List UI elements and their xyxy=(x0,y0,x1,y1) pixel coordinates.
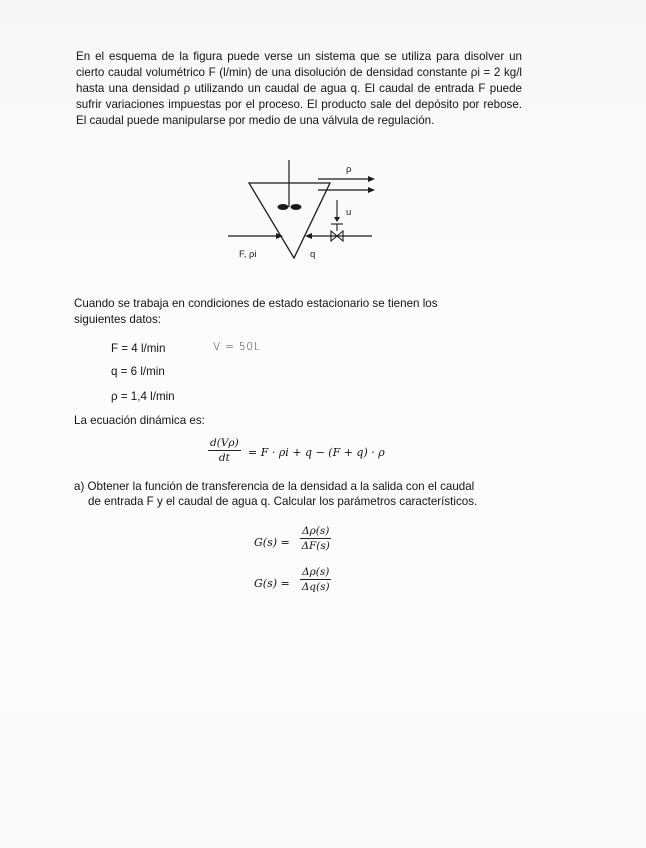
agitator-blade-right xyxy=(291,204,302,210)
question-a-line1: a) Obtener la función de transferencia de la densidad a la salida con el caudal xyxy=(74,480,475,493)
tf2-num: Δρ(s) xyxy=(302,566,330,578)
tf1-fraction xyxy=(300,525,331,552)
dynamic-lhs-num: d(Vρ) xyxy=(210,437,239,449)
dynamic-label: La ecuación dinámica es: xyxy=(74,414,205,427)
tf2-fraction xyxy=(300,566,331,593)
problem-statement: En el esquema de la figura puede verse un sistema que se utiliza para disolver un cierto caudal volumétrico F (l/min) de una disolución de densidad constante ρi = 2 kg/l hasta una densidad ρ utilizando un caudal de agua q. El caudal de entrada F puede sufrir variaciones impuestas por el proceso. El producto sale del depósito por rebose. El caudal puede manipularse por medio de una válvula de regulación. xyxy=(76,50,522,127)
tf2-den: Δq(s) xyxy=(301,581,330,593)
dynamic-rhs: = F · ρi + q − (F + q) · ρ xyxy=(248,446,385,459)
tf1-den: ΔF(s) xyxy=(301,540,330,552)
tf2-lhs: G(s) = xyxy=(254,577,290,590)
valve-signal-arrow xyxy=(334,217,340,222)
steady-state-intro-1: Cuando se trabaja en condiciones de estado estacionario se tienen los xyxy=(74,297,438,310)
data-item-rho: ρ = 1,4 l/min xyxy=(111,390,175,403)
agitator-blade-left xyxy=(278,204,289,210)
tf1-lhs: G(s) = xyxy=(254,536,290,549)
steady-state-intro-2: siguientes datos: xyxy=(74,313,162,326)
label-rho: ρ xyxy=(346,164,352,175)
tf1-num: Δρ(s) xyxy=(302,525,330,537)
outlet-arrow-1 xyxy=(368,176,375,182)
label-inlet: F, ρi xyxy=(239,249,257,260)
handwritten-note: V = 50L xyxy=(213,341,261,353)
dynamic-lhs-den: dt xyxy=(218,452,230,464)
label-u: u xyxy=(346,207,352,218)
data-item-q: q = 6 l/min xyxy=(111,365,165,378)
label-q: q xyxy=(310,249,316,260)
dynamic-lhs xyxy=(208,437,241,464)
outlet-arrow-2 xyxy=(368,187,375,193)
question-a-line2: de entrada F y el caudal de agua q. Calcular los parámetros característicos. xyxy=(88,495,478,508)
data-item-F: F = 4 l/min xyxy=(111,342,166,355)
